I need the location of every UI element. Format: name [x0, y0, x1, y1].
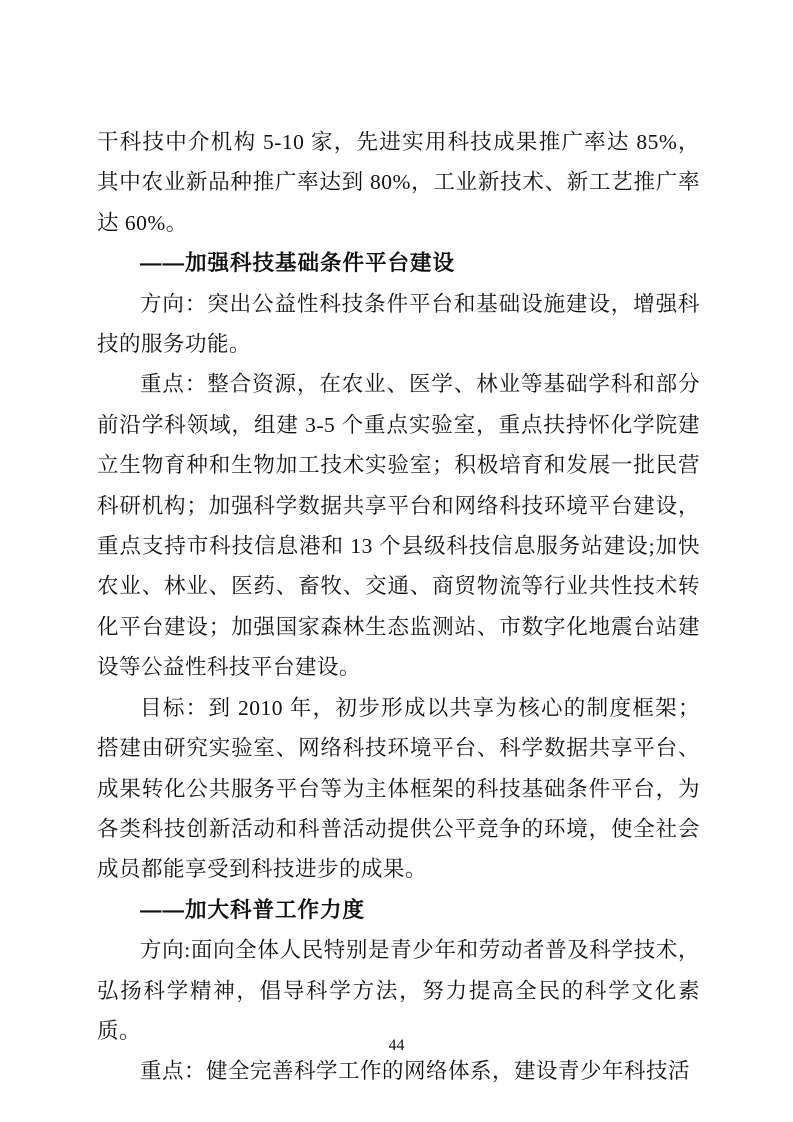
section-heading: ——加大科普工作力度: [140, 897, 366, 922]
document-body: [97, 122, 700, 1092]
body-paragraph: 方向：突出公益性科技条件平台和基础设施建设，增强科技的服务功能。: [97, 291, 700, 357]
body-paragraph: 重点：健全完善科学工作的网络体系，建设青少年科技活: [140, 1059, 691, 1084]
body-paragraph: 干科技中介机构 5-10 家，先进实用科技成果推广率达 85%，其中农业新品种推广率达到 80%，工业新技术、新工艺推广率达 60%。: [97, 130, 700, 235]
body-paragraph: 重点：整合资源，在农业、医学、林业等基础学科和部分前沿学科领域，组建 3-5 个重点实验室，重点扶持怀化学院建立生物育种和生物加工技术实验室；积极培育和发展一批民营科研机构；加强科学数据共享平台和网络科技环境平台建设，重点支持市科技信息港和 13 个县级科技信息服务站建设;加快农业、林业、医药、畜牧、交通、商贸物流等行业共性技术转化平台建设；加强国家森林生态监测站、市数字化地震台站建设等公益性科技平台建设。: [97, 372, 700, 680]
body-paragraph: 目标：到 2010 年，初步形成以共享为核心的制度框架；搭建由研究实验室、网络科技环境平台、科学数据共享平台、成果转化公共服务平台等为主体框架的科技基础条件平台，为各类科技创新活动和科普活动提供公平竞争的环境，使全社会成员都能享受到科技进步的成果。: [97, 695, 700, 882]
body-paragraph: 方向:面向全体人民特别是青少年和劳动者普及科学技术，弘扬科学精神，倡导科学方法，努力提高全民的科学文化素质。: [97, 938, 700, 1043]
page-number: 44: [388, 1037, 405, 1054]
section-heading: ——加强科技基础条件平台建设: [140, 251, 456, 276]
